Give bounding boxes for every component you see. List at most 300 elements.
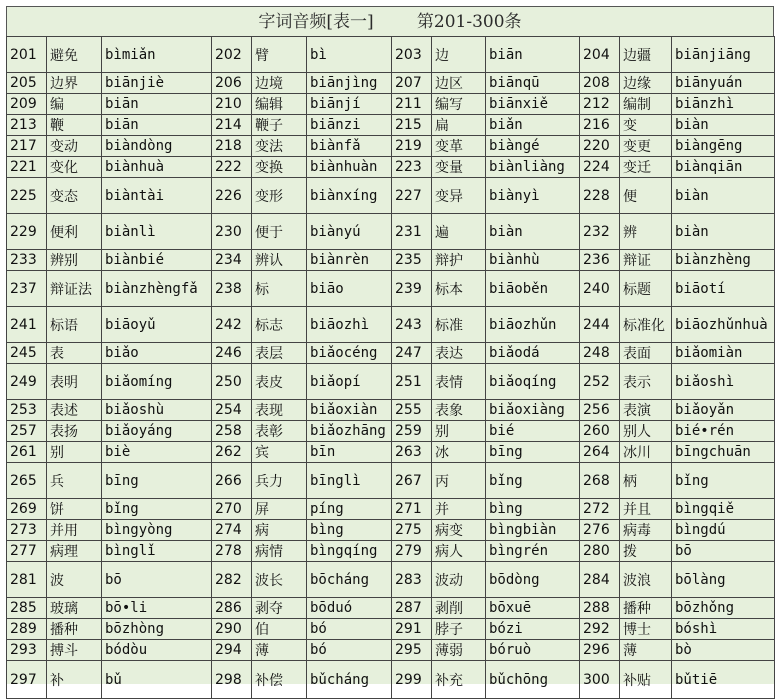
entry-number[interactable]: 214 [212,115,252,136]
entry-number[interactable]: 227 [392,178,432,214]
entry-pinyin[interactable]: biānqū [486,73,580,94]
entry-number[interactable]: 262 [212,442,252,463]
entry-number[interactable]: 212 [580,94,620,115]
entry-number[interactable]: 261 [7,442,47,463]
entry-pinyin[interactable]: bǔtiē [672,661,775,699]
entry-number[interactable]: 275 [392,520,432,541]
entry-pinyin[interactable]: bìngbiàn [486,520,580,541]
entry-word[interactable]: 别 [47,442,102,463]
entry-number[interactable]: 253 [7,400,47,421]
entry-word[interactable]: 标语 [47,307,102,343]
entry-pinyin[interactable]: biānjiāng [672,37,775,73]
entry-pinyin[interactable]: biānxiě [486,94,580,115]
entry-word[interactable]: 表情 [432,364,486,400]
entry-number[interactable]: 231 [392,214,432,250]
entry-pinyin[interactable]: biǎocéng [307,343,392,364]
entry-pinyin[interactable]: biè [102,442,212,463]
entry-word[interactable]: 辩证法 [47,271,102,307]
entry-word[interactable]: 标本 [432,271,486,307]
entry-pinyin[interactable]: bǐng [672,463,775,499]
entry-word[interactable]: 表皮 [252,364,307,400]
entry-number[interactable]: 266 [212,463,252,499]
entry-pinyin[interactable]: bìngqiě [672,499,775,520]
entry-word[interactable]: 变化 [47,157,102,178]
entry-pinyin[interactable]: biāotí [672,271,775,307]
entry-pinyin[interactable]: biàngé [486,136,580,157]
entry-pinyin[interactable]: biànliàng [486,157,580,178]
entry-number[interactable]: 247 [392,343,432,364]
entry-word[interactable]: 标志 [252,307,307,343]
entry-word[interactable]: 剥削 [432,598,486,619]
entry-pinyin[interactable]: biǎoyǎn [672,400,775,421]
entry-number[interactable]: 290 [212,619,252,640]
entry-word[interactable]: 冰川 [620,442,672,463]
entry-word[interactable]: 表面 [620,343,672,364]
entry-number[interactable]: 296 [580,640,620,661]
entry-word[interactable]: 辨认 [252,250,307,271]
entry-word[interactable]: 变法 [252,136,307,157]
entry-pinyin[interactable]: biāozhǔnhuà [672,307,775,343]
entry-word[interactable]: 丙 [432,463,486,499]
entry-word[interactable]: 波长 [252,562,307,598]
entry-word[interactable]: 表象 [432,400,486,421]
entry-number[interactable]: 282 [212,562,252,598]
entry-pinyin[interactable]: píng [307,499,392,520]
entry-number[interactable]: 291 [392,619,432,640]
entry-pinyin[interactable]: biàngēng [672,136,775,157]
entry-number[interactable]: 209 [7,94,47,115]
entry-pinyin[interactable]: bì [307,37,392,73]
entry-number[interactable]: 256 [580,400,620,421]
entry-pinyin[interactable]: bōxuē [486,598,580,619]
entry-pinyin[interactable]: bié [486,421,580,442]
entry-pinyin[interactable]: biànhuàn [307,157,392,178]
entry-word[interactable]: 补贴 [620,661,672,699]
entry-word[interactable]: 变形 [252,178,307,214]
entry-pinyin[interactable]: biànrèn [307,250,392,271]
entry-number[interactable]: 215 [392,115,432,136]
entry-number[interactable]: 230 [212,214,252,250]
entry-word[interactable]: 播种 [620,598,672,619]
entry-number[interactable]: 220 [580,136,620,157]
entry-pinyin[interactable]: biāozhǔn [486,307,580,343]
entry-number[interactable]: 225 [7,178,47,214]
entry-number[interactable]: 279 [392,541,432,562]
entry-number[interactable]: 232 [580,214,620,250]
entry-number[interactable]: 236 [580,250,620,271]
entry-pinyin[interactable]: biān [102,115,212,136]
entry-number[interactable]: 298 [212,661,252,699]
entry-word[interactable]: 表扬 [47,421,102,442]
entry-word[interactable]: 玻璃 [47,598,102,619]
entry-word[interactable]: 兵力 [252,463,307,499]
entry-word[interactable]: 避免 [47,37,102,73]
entry-pinyin[interactable]: bò [672,640,775,661]
entry-word[interactable]: 表述 [47,400,102,421]
entry-word[interactable]: 波动 [432,562,486,598]
entry-number[interactable]: 203 [392,37,432,73]
entry-pinyin[interactable]: bō [102,562,212,598]
entry-number[interactable]: 222 [212,157,252,178]
entry-pinyin[interactable]: biàn [672,115,775,136]
entry-pinyin[interactable]: biǎoxiàng [486,400,580,421]
entry-pinyin[interactable]: biǎomíng [102,364,212,400]
entry-pinyin[interactable]: biānjiè [102,73,212,94]
entry-word[interactable]: 病情 [252,541,307,562]
entry-number[interactable]: 233 [7,250,47,271]
entry-word[interactable]: 别 [432,421,486,442]
entry-word[interactable]: 饼 [47,499,102,520]
entry-number[interactable]: 280 [580,541,620,562]
entry-word[interactable]: 变更 [620,136,672,157]
entry-word[interactable]: 补充 [432,661,486,699]
entry-number[interactable]: 300 [580,661,620,699]
entry-pinyin[interactable]: bìng [486,499,580,520]
entry-word[interactable]: 变换 [252,157,307,178]
entry-word[interactable]: 表示 [620,364,672,400]
entry-pinyin[interactable]: bó [307,640,392,661]
entry-word[interactable]: 辨别 [47,250,102,271]
entry-pinyin[interactable]: biànxíng [307,178,392,214]
entry-pinyin[interactable]: bìngqíng [307,541,392,562]
entry-pinyin[interactable]: bō•li [102,598,212,619]
entry-number[interactable]: 228 [580,178,620,214]
entry-pinyin[interactable]: biǎo [102,343,212,364]
entry-number[interactable]: 223 [392,157,432,178]
entry-word[interactable]: 辩证 [620,250,672,271]
entry-word[interactable]: 变 [620,115,672,136]
entry-pinyin[interactable]: biàn [486,214,580,250]
entry-word[interactable]: 病毒 [620,520,672,541]
entry-word[interactable]: 波浪 [620,562,672,598]
entry-number[interactable]: 277 [7,541,47,562]
entry-number[interactable]: 229 [7,214,47,250]
entry-number[interactable]: 297 [7,661,47,699]
entry-number[interactable]: 216 [580,115,620,136]
entry-pinyin[interactable]: biāo [307,271,392,307]
entry-pinyin[interactable]: biānyuán [672,73,775,94]
entry-number[interactable]: 246 [212,343,252,364]
entry-number[interactable]: 268 [580,463,620,499]
entry-number[interactable]: 240 [580,271,620,307]
entry-word[interactable]: 便于 [252,214,307,250]
entry-word[interactable]: 变态 [47,178,102,214]
entry-pinyin[interactable]: bóshì [672,619,775,640]
entry-number[interactable]: 273 [7,520,47,541]
entry-word[interactable]: 并且 [620,499,672,520]
entry-pinyin[interactable]: biàntài [102,178,212,214]
entry-number[interactable]: 293 [7,640,47,661]
entry-word[interactable]: 补偿 [252,661,307,699]
entry-pinyin[interactable]: bǐng [102,499,212,520]
entry-word[interactable]: 标题 [620,271,672,307]
entry-word[interactable]: 边 [432,37,486,73]
entry-number[interactable]: 244 [580,307,620,343]
entry-pinyin[interactable]: bìngdú [672,520,775,541]
entry-word[interactable]: 病人 [432,541,486,562]
entry-pinyin[interactable]: biànbié [102,250,212,271]
entry-number[interactable]: 245 [7,343,47,364]
entry-word[interactable]: 别人 [620,421,672,442]
entry-word[interactable]: 便 [620,178,672,214]
entry-word[interactable]: 边缘 [620,73,672,94]
entry-number[interactable]: 210 [212,94,252,115]
entry-word[interactable]: 辩护 [432,250,486,271]
entry-number[interactable]: 252 [580,364,620,400]
entry-pinyin[interactable]: bīng [486,442,580,463]
entry-number[interactable]: 285 [7,598,47,619]
entry-pinyin[interactable]: bīn [307,442,392,463]
entry-number[interactable]: 250 [212,364,252,400]
entry-pinyin[interactable]: biàn [672,178,775,214]
entry-word[interactable]: 表现 [252,400,307,421]
entry-word[interactable]: 表 [47,343,102,364]
entry-word[interactable]: 剥夺 [252,598,307,619]
entry-number[interactable]: 248 [580,343,620,364]
entry-word[interactable]: 边疆 [620,37,672,73]
entry-pinyin[interactable]: biàn [672,214,775,250]
entry-word[interactable]: 编 [47,94,102,115]
entry-word[interactable]: 变革 [432,136,486,157]
entry-pinyin[interactable]: bìngyòng [102,520,212,541]
entry-number[interactable]: 281 [7,562,47,598]
entry-word[interactable]: 臂 [252,37,307,73]
entry-number[interactable]: 234 [212,250,252,271]
entry-word[interactable]: 病变 [432,520,486,541]
entry-word[interactable]: 冰 [432,442,486,463]
entry-word[interactable]: 便利 [47,214,102,250]
entry-pinyin[interactable]: biānjí [307,94,392,115]
entry-pinyin[interactable]: biāozhì [307,307,392,343]
entry-pinyin[interactable]: bīngchuān [672,442,775,463]
entry-pinyin[interactable]: biànhù [486,250,580,271]
entry-pinyin[interactable]: bìmiǎn [102,37,212,73]
entry-pinyin[interactable]: biān [102,94,212,115]
entry-pinyin[interactable]: bǔchōng [486,661,580,699]
entry-number[interactable]: 221 [7,157,47,178]
entry-number[interactable]: 201 [7,37,47,73]
entry-pinyin[interactable]: bìnglǐ [102,541,212,562]
entry-pinyin[interactable]: bǔcháng [307,661,392,699]
entry-word[interactable]: 宾 [252,442,307,463]
entry-word[interactable]: 边境 [252,73,307,94]
entry-number[interactable]: 276 [580,520,620,541]
entry-word[interactable]: 兵 [47,463,102,499]
entry-word[interactable]: 薄弱 [432,640,486,661]
entry-word[interactable]: 标准 [432,307,486,343]
entry-number[interactable]: 249 [7,364,47,400]
entry-pinyin[interactable]: bié•rén [672,421,775,442]
entry-word[interactable]: 遍 [432,214,486,250]
entry-pinyin[interactable]: bǐng [486,463,580,499]
entry-pinyin[interactable]: biǎoshù [102,400,212,421]
entry-number[interactable]: 288 [580,598,620,619]
entry-word[interactable]: 编写 [432,94,486,115]
entry-word[interactable]: 博士 [620,619,672,640]
entry-number[interactable]: 224 [580,157,620,178]
entry-word[interactable]: 并 [432,499,486,520]
entry-number[interactable]: 265 [7,463,47,499]
entry-number[interactable]: 289 [7,619,47,640]
entry-pinyin[interactable]: biǎodá [486,343,580,364]
entry-number[interactable]: 226 [212,178,252,214]
entry-number[interactable]: 292 [580,619,620,640]
entry-number[interactable]: 218 [212,136,252,157]
entry-number[interactable]: 284 [580,562,620,598]
entry-number[interactable]: 206 [212,73,252,94]
entry-pinyin[interactable]: biānzi [307,115,392,136]
entry-pinyin[interactable]: biǎozhāng [307,421,392,442]
entry-pinyin[interactable]: bōzhòng [102,619,212,640]
entry-word[interactable]: 并用 [47,520,102,541]
entry-word[interactable]: 屏 [252,499,307,520]
entry-number[interactable]: 264 [580,442,620,463]
entry-number[interactable]: 204 [580,37,620,73]
entry-pinyin[interactable]: biànyú [307,214,392,250]
entry-word[interactable]: 播种 [47,619,102,640]
entry-word[interactable]: 变量 [432,157,486,178]
entry-number[interactable]: 243 [392,307,432,343]
entry-number[interactable]: 295 [392,640,432,661]
entry-pinyin[interactable]: biǎoyáng [102,421,212,442]
entry-pinyin[interactable]: biǎomiàn [672,343,775,364]
entry-word[interactable]: 薄 [252,640,307,661]
entry-pinyin[interactable]: bōlàng [672,562,775,598]
entry-word[interactable]: 边界 [47,73,102,94]
entry-pinyin[interactable]: biāoběn [486,271,580,307]
entry-number[interactable]: 208 [580,73,620,94]
entry-word[interactable]: 鞭 [47,115,102,136]
entry-number[interactable]: 202 [212,37,252,73]
entry-pinyin[interactable]: bōduó [307,598,392,619]
entry-pinyin[interactable]: biànfǎ [307,136,392,157]
entry-number[interactable]: 299 [392,661,432,699]
entry-word[interactable]: 变动 [47,136,102,157]
entry-number[interactable]: 255 [392,400,432,421]
entry-number[interactable]: 205 [7,73,47,94]
entry-word[interactable]: 表层 [252,343,307,364]
entry-number[interactable]: 263 [392,442,432,463]
entry-word[interactable]: 标 [252,271,307,307]
entry-word[interactable]: 波 [47,562,102,598]
entry-number[interactable]: 274 [212,520,252,541]
entry-pinyin[interactable]: bó [307,619,392,640]
entry-pinyin[interactable]: bózi [486,619,580,640]
entry-pinyin[interactable]: biǎoqíng [486,364,580,400]
entry-pinyin[interactable]: biānjìng [307,73,392,94]
entry-pinyin[interactable]: biànzhèngfǎ [102,271,212,307]
entry-word[interactable]: 扁 [432,115,486,136]
entry-number[interactable]: 260 [580,421,620,442]
entry-word[interactable]: 病理 [47,541,102,562]
entry-pinyin[interactable]: bōcháng [307,562,392,598]
entry-number[interactable]: 287 [392,598,432,619]
entry-word[interactable]: 柄 [620,463,672,499]
entry-number[interactable]: 254 [212,400,252,421]
entry-number[interactable]: 211 [392,94,432,115]
entry-word[interactable]: 标准化 [620,307,672,343]
entry-number[interactable]: 257 [7,421,47,442]
entry-pinyin[interactable]: biānzhì [672,94,775,115]
entry-number[interactable]: 213 [7,115,47,136]
entry-word[interactable]: 薄 [620,640,672,661]
entry-word[interactable]: 补 [47,661,102,699]
entry-pinyin[interactable]: biǎoshì [672,364,775,400]
entry-number[interactable]: 219 [392,136,432,157]
entry-number[interactable]: 241 [7,307,47,343]
entry-word[interactable]: 表演 [620,400,672,421]
entry-pinyin[interactable]: biāoyǔ [102,307,212,343]
entry-number[interactable]: 237 [7,271,47,307]
entry-number[interactable]: 269 [7,499,47,520]
entry-pinyin[interactable]: biànlì [102,214,212,250]
entry-number[interactable]: 271 [392,499,432,520]
entry-pinyin[interactable]: bìng [307,520,392,541]
entry-number[interactable]: 278 [212,541,252,562]
entry-number[interactable]: 259 [392,421,432,442]
entry-pinyin[interactable]: biān [486,37,580,73]
entry-word[interactable]: 病 [252,520,307,541]
entry-pinyin[interactable]: bódòu [102,640,212,661]
entry-word[interactable]: 鞭子 [252,115,307,136]
entry-word[interactable]: 编制 [620,94,672,115]
entry-number[interactable]: 242 [212,307,252,343]
entry-word[interactable]: 搏斗 [47,640,102,661]
entry-pinyin[interactable]: biàndòng [102,136,212,157]
entry-pinyin[interactable]: bīnglì [307,463,392,499]
entry-pinyin[interactable]: biànyì [486,178,580,214]
entry-pinyin[interactable]: biǎn [486,115,580,136]
entry-word[interactable]: 变异 [432,178,486,214]
entry-number[interactable]: 258 [212,421,252,442]
entry-word[interactable]: 边区 [432,73,486,94]
entry-number[interactable]: 207 [392,73,432,94]
entry-pinyin[interactable]: bō [672,541,775,562]
entry-pinyin[interactable]: bōdòng [486,562,580,598]
entry-number[interactable]: 267 [392,463,432,499]
entry-pinyin[interactable]: bīng [102,463,212,499]
entry-word[interactable]: 表彰 [252,421,307,442]
entry-number[interactable]: 272 [580,499,620,520]
entry-word[interactable]: 脖子 [432,619,486,640]
entry-pinyin[interactable]: biànzhèng [672,250,775,271]
entry-pinyin[interactable]: biànqiān [672,157,775,178]
entry-word[interactable]: 编辑 [252,94,307,115]
entry-word[interactable]: 表达 [432,343,486,364]
entry-pinyin[interactable]: bìngrén [486,541,580,562]
entry-number[interactable]: 283 [392,562,432,598]
entry-word[interactable]: 变迁 [620,157,672,178]
entry-number[interactable]: 238 [212,271,252,307]
entry-pinyin[interactable]: bóruò [486,640,580,661]
entry-pinyin[interactable]: bōzhǒng [672,598,775,619]
entry-number[interactable]: 217 [7,136,47,157]
entry-pinyin[interactable]: biǎoxiàn [307,400,392,421]
entry-word[interactable]: 拨 [620,541,672,562]
entry-number[interactable]: 294 [212,640,252,661]
entry-number[interactable]: 251 [392,364,432,400]
entry-number[interactable]: 286 [212,598,252,619]
entry-word[interactable]: 表明 [47,364,102,400]
entry-number[interactable]: 239 [392,271,432,307]
entry-number[interactable]: 235 [392,250,432,271]
entry-pinyin[interactable]: biànhuà [102,157,212,178]
entry-pinyin[interactable]: biǎopí [307,364,392,400]
entry-number[interactable]: 270 [212,499,252,520]
entry-pinyin[interactable]: bǔ [102,661,212,699]
entry-word[interactable]: 辨 [620,214,672,250]
entry-word[interactable]: 伯 [252,619,307,640]
